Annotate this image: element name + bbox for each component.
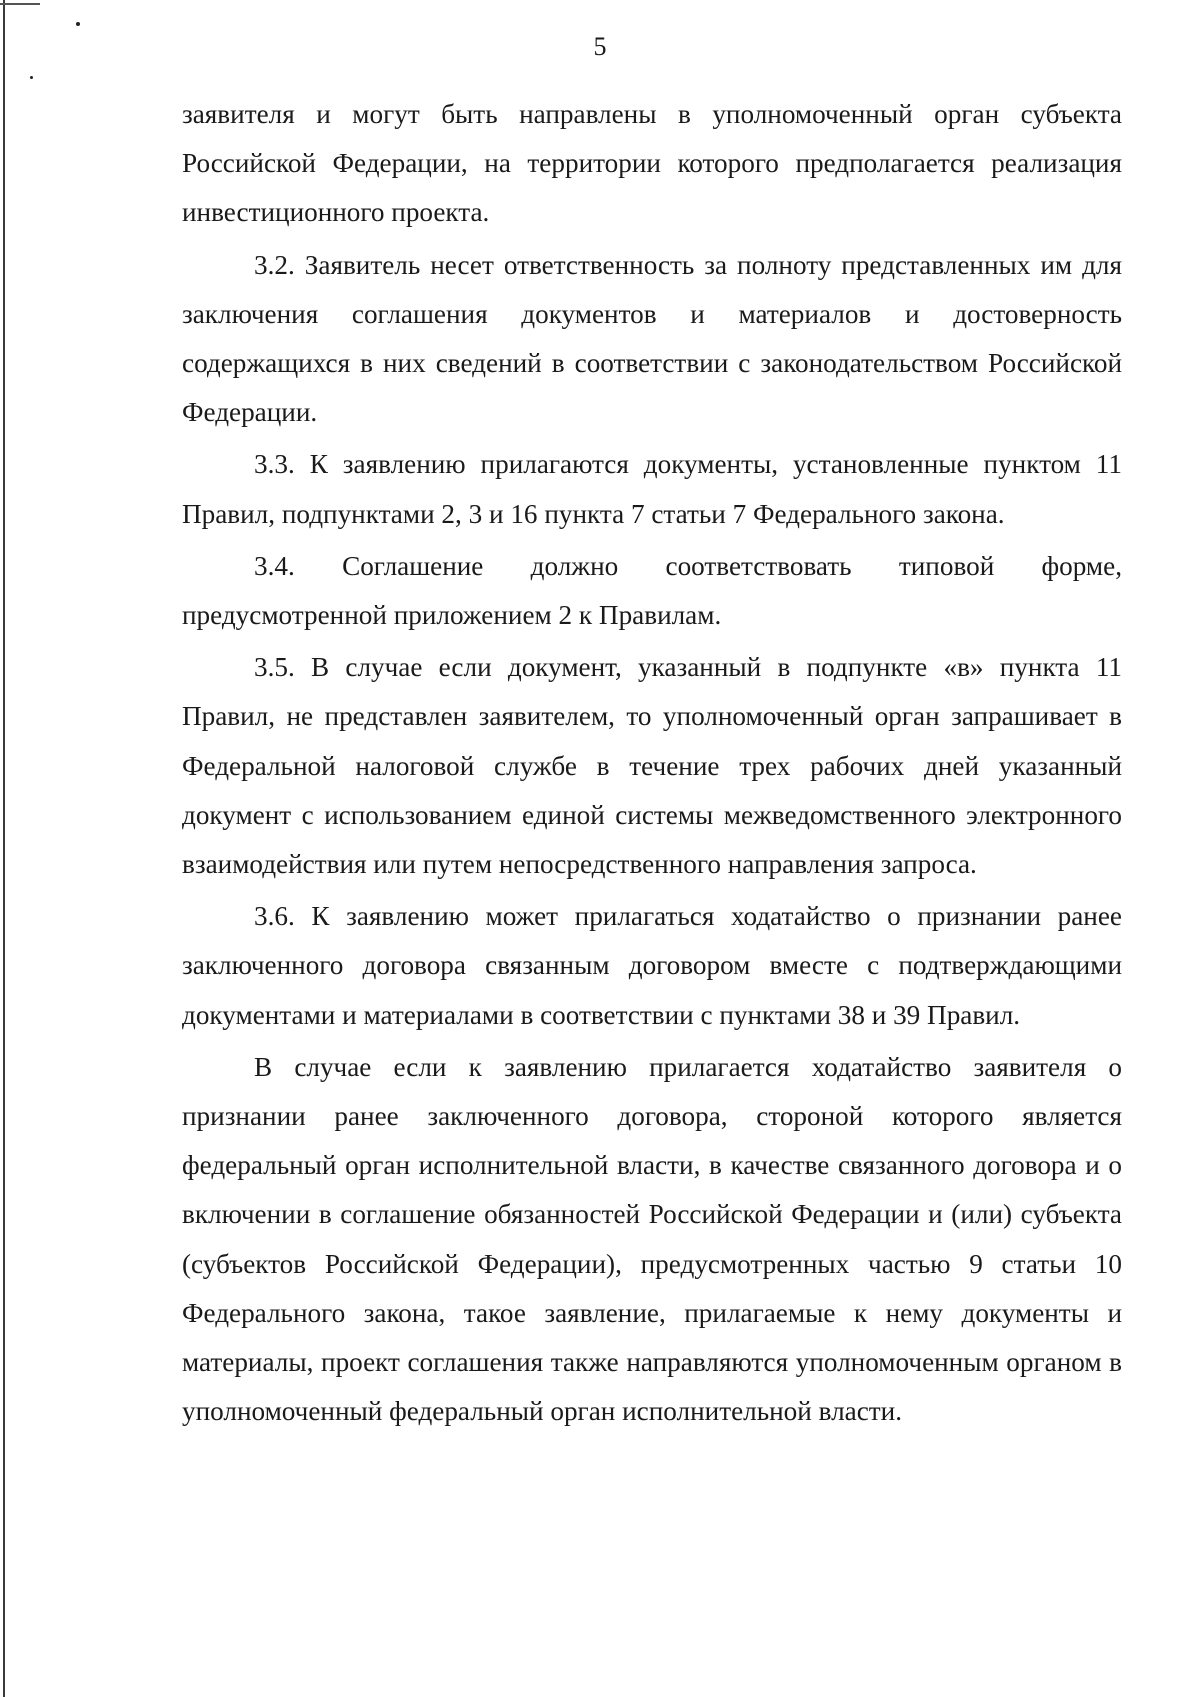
page-number: 5 — [593, 32, 607, 61]
paragraph-3-2: 3.2. Заявитель несет ответственность за полноту представленных им для заключения соглашения документов и материалов и достоверность содержащихся в них сведений в соответствии с законодательством Российской Федерации. — [182, 249, 1122, 428]
paragraph-3-6-continued: В случае если к заявлению прилагается ходатайство заявителя о признании ранее заключенного договора, стороной которого является федеральный орган исполнительной власти, в качестве связанного договора и о включении в соглашение обязанностей Российской Федерации и (или) субъекта (субъектов Российской Федерации), предусмотренных частью 9 статьи 10 Федерального закона, такое заявление, прилагаемые к нему документы и материалы, проект соглашения также направляются уполномоченным органом в уполномоченный федеральный орган исполнительной власти. — [182, 1051, 1122, 1427]
paragraph-3-6: 3.6. К заявлению может прилагаться ходатайство о признании ранее заключенного договора связанным договором вместе с подтверждающими документами и материалами в соответствии с пунктами 38 и 39 Правил. — [182, 901, 1122, 1030]
paragraph-continuation: заявителя и могут быть направлены в уполномоченный орган субъекта Российской Федерации, на территории которого предполагается реализация инвестиционного проекта. — [182, 99, 1122, 228]
scan-speck — [76, 22, 80, 26]
paragraph-3-4: 3.4. Соглашение должно соответствовать типовой форме, предусмотренной приложением 2 к Правилам. — [182, 550, 1122, 631]
paragraph-3-5: 3.5. В случае если документ, указанный в подпункте «в» пункта 11 Правил, не представлен заявителем, то уполномоченный орган запрашивает в Федеральной налоговой службе в течение трех рабочих дней указанный документ с использованием единой системы межведомственного электронного взаимодействия или путем непосредственного направления запроса. — [182, 652, 1122, 880]
paragraph-3-3: 3.3. К заявлению прилагаются документы, установленные пунктом 11 Правил, подпунктами 2, 3 и 16 пункта 7 статьи 7 Федерального закона. — [182, 449, 1122, 529]
scan-left-edge — [3, 0, 5, 1697]
document-body — [182, 90, 1122, 1439]
scan-top-edge — [0, 3, 40, 5]
scan-speck — [30, 76, 33, 79]
